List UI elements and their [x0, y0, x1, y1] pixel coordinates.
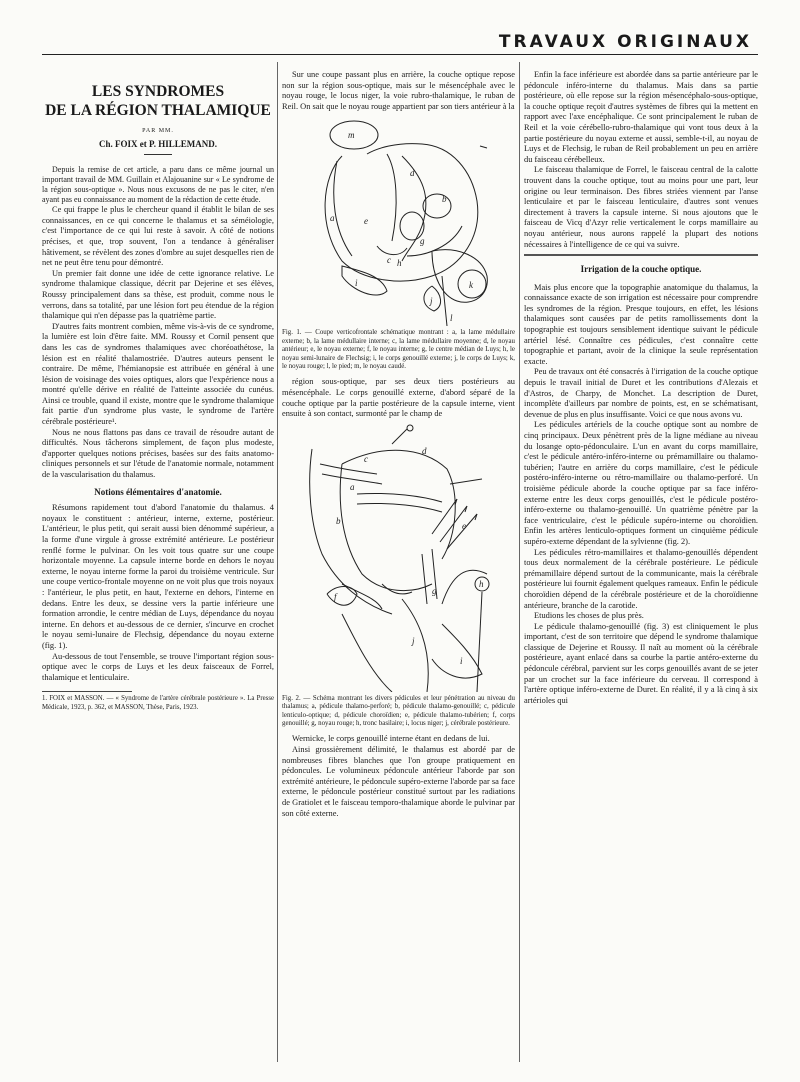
column-3 — [524, 70, 758, 706]
paragraph: Peu de travaux ont été consacrés à l'irrigation de la couche optique depuis le travail initial de Duret et les contributions d'Alezais et d'Astros, de Charpy, de Monchet. La description de Duret, incomplète d'ailleurs par nombre de points, est, en se schématisant, devenue de plus en plus insuffisante. Voici ce que nous avons vu. — [524, 367, 758, 419]
authors: Ch. FOIX et P. HILLEMAND. — [99, 138, 217, 149]
fig2-label: j — [412, 635, 415, 646]
fig1-label: k — [469, 280, 473, 291]
fig1-label: b — [442, 194, 447, 205]
paragraph: Enfin la face inférieure est abordée dans sa partie antérieure par le pédoncule inféro-interne du thalamus. Mais dans sa partie postérieure, où elle repose sur la région mésencéphalo-sous-optique, la couche optique reçoit d'autres systèmes de fibres qui la mettent en rapport avec l'axe encéphalique. Ce sont principalement le ruban de Reil et la voie cérébello-rubro-thalamique qui vont tous deux à la partie postérieure du noyau externe et aussi, semble-t-il, au noyau de Luys et de Flechsig, le ruban de Reil probablement un peu en arrière du faisceau cérébelleux. — [524, 70, 758, 164]
section-rule — [524, 254, 758, 256]
title-rule — [144, 154, 172, 155]
article-title: LES SYNDROMES DE LA RÉGION THALAMIQUE — [45, 83, 271, 119]
fig1-label: g — [420, 236, 425, 247]
fig2-choroid-stem — [392, 429, 407, 444]
fig2-junction — [382, 584, 412, 594]
fig2-band-a — [357, 493, 442, 502]
paragraph: Les pédicules artériels de la couche optique sont au nombre de cinq principaux. Deux pénètrent près de la ligne médiane au niveau du losange opto-pédonculaire. L'un en avant du corps mamillaire, c'est le pédicule antéro-inféro-interne ou prémamillaire ou thalamo-tubérien; l'autre en arrière du corps mamillaire, c'est le pédicule postéro-inféro-interne ou rétro-mamillaire ou thalamo-perforé. Un troisième pédicule aborde la couche optique par sa face inféro-externe entre les deux corps genouillés, c'est le pédicule postéro-inféro-externe ou thalamo-genouillé. Un quatrième pénètre par la face ventriculaire, c'est le pédicule supéro-interne ou choroïdien. Enfin les artères lenticulo-optiques forment un cinquième pédicule supéro-externe dépendant de la sylvienne (fig. 2). — [524, 420, 758, 546]
running-title: TRAVAUX ORIGINAUX — [498, 32, 752, 52]
fig2-post-cerebral — [402, 599, 428, 692]
fig2-lower-curve — [342, 614, 392, 692]
fig2-band-a2 — [357, 503, 442, 512]
figure-1-diagram — [282, 116, 515, 326]
fig1-external-lamina — [334, 161, 352, 256]
intro-note: Depuis la remise de cet article, a paru dans ce même journal un important travail de MM. Guillain et Alajouanine sur « Le syndrome de la région sous-optique ». Nous nous excusons de ne pas le citer, n'en ayant pas eu connaissance au moment de la rédaction de cette étude. — [42, 165, 274, 205]
fig1-peduncle-line — [442, 276, 447, 326]
fig1-internal-nucleus — [423, 194, 451, 218]
figure-2-caption: Fig. 2. — Schéma montrant les divers pédicules et leur pénétration au niveau du thalamus; a, pédicule thalamo-perforé; b, pédicule thalamo-genouillé; c, pédicule lenticulo-optique; d, pédicule choroïdien; e, pédicule thalamo-tubérien; f, corps genouillé; g, noyau rouge; h, tronc basilaire; i, locus niger; j, cérébrale postérieure. — [282, 694, 515, 727]
fig2-outer-curve — [310, 449, 392, 614]
section-title-anatomy: Notions élémentaires d'anatomie. — [94, 486, 222, 497]
fig1-geniculate-ext — [342, 266, 387, 295]
paragraph: région sous-optique, par ses deux tiers postérieurs au mésencéphale. Le corps genouillé externe, d'abord séparé de la couche optique par la partie postérieure de la capsule interne, vient ensuite à son contact, surmonté par le champ de — [282, 377, 515, 419]
paragraph: Le faisceau thalamique de Forrel, le faisceau central de la calotte trouvent dans la couche optique, tout au moins pour une part, leur origine ou leur terminaison. Des fibres striées viennent par l'anse lenticulaire et par le faisceau lenticulaire, d'autres sont venues directement à travers la capsule interne. Si nous ajoutons que le faisceau de Vicq d'Azyr relie verticalement le corps mamillaire au noyau antérieur, nous aurons rappelé la plupart des notions nécessaires à l'intelligence de ce qui va suivre. — [524, 165, 758, 249]
paragraph: Wernicke, le corps genouillé interne étant en dedans de lui. — [292, 734, 490, 744]
fig2-label: b — [336, 515, 341, 526]
fig2-basilar-line — [477, 592, 482, 692]
column-2 — [282, 70, 515, 819]
paragraph: Mais plus encore que la topographie anatomique du thalamus, la connaissance exacte de son irrigation est nécessaire pour comprendre les syndromes de la région. Presque toujours, en effet, les lésions thalamiques sont causées par de petits ramollissements dont la topographie est toujours sensiblement identique suivant le pédicule artériel lésé. Connaître ces pédicules, c'est connaître cette topographie et partant, avoir de la clinique la seule représentation exacte. — [524, 282, 758, 366]
paragraph: Les pédicules rétro-mamillaires et thalamo-genouillés dépendent tous deux normalement de la cérébrale postérieure. Le pédicule prémamillaire dépend surtout de la communicante, mais la cérébrale postérieure lui fournit également quelques rameaux. Enfin le pédicule choroïdien dépend de la cérébrale postérieure et de la choroïdienne antérieure, branche de la carotide. — [524, 547, 758, 610]
fig2-label: f — [334, 591, 337, 602]
fig1-label: e — [364, 216, 368, 227]
fig2-niger — [432, 624, 482, 678]
fig2-label: d — [422, 445, 427, 456]
fig2-label: i — [460, 655, 463, 666]
figure-2-diagram — [282, 424, 515, 692]
fig2-label: g — [432, 585, 437, 596]
fig1-label: m — [348, 130, 355, 141]
fig2-label: c — [364, 453, 368, 464]
fig1-label: d — [410, 168, 415, 179]
paragraph: Sur une coupe passant plus en arrière, la couche optique repose non sur la région sous-optique, mais sur le mésencéphale avec le noyau rouge, le locus niger, la voie rubro-thalamique, le ruban de Reil. On sait que le noyau rouge appartient par son tiers antérieur à la — [282, 70, 515, 111]
fig2-geniculate-arc — [342, 584, 382, 609]
fig1-label: l — [450, 313, 453, 324]
paragraph: Résumons rapidement tout d'abord l'anatomie du thalamus. 4 noyaux le constituent : antérieur, interne, externe, postérieur. L'antérieur, le plus petit, qui serait aussi bien dénommé supérieur, a la forme d'une virgule à grosse extrémité antérieure. Le postérieur renflé forme le pulvinar. On les voit tous quatre sur une coupe horizontale moyenne. La capsule interne borde en dehors le noyau externe, le noyau interne forme la paroi du troisième ventricule. Sur une coupe vertico-frontale moyenne on ne voit plus que trois noyaux : l'antérieur, le plus petit, en haut, l'externe en dehors, l'interne en dedans. Entre les deux, se dessine vers la partie inférieure une formation arrondie, le centre médian de Luys, dépendance du noyau interne. En dehors et au-dessous de ce dernier, s'incurve en crochet le noyau semi-lunaire de Flechsig, dépendance du noyau externe (fig. 1). — [42, 503, 274, 650]
fig2-choroid-end — [407, 425, 413, 431]
paragraph: Ainsi grossièrement délimité, le thalamus est abordé par de nombreuses fibres blanches que l'on groupe pratiquement en pédoncules. Le volumineux pédoncule antérieur l'aborde par son extrémité antérieure, le pédoncule supéro-externe l'aborde par sa face externe, le pédoncule postérieur constitué surtout par les radiations de Gratiolet et le faisceau temporo-thalamique aborde le pulvinar par son côté externe. — [282, 745, 515, 818]
fig2-arrows — [432, 499, 477, 549]
fig2-geniculate-body — [327, 586, 357, 605]
fig2-label: a — [350, 481, 355, 492]
fig2-label: e — [462, 520, 466, 531]
section-title-irrigation: Irrigation de la couche optique. — [580, 264, 702, 275]
paragraph: Au-dessous de tout l'ensemble, se trouve l'important région sous-optique avec le corps de Luys et les deux faisceaux de Forrel, thalamique et lenticulaire. — [42, 651, 274, 682]
fig1-mark — [480, 146, 487, 148]
fig1-red-nucleus-region — [432, 250, 487, 303]
paragraph: Etudions les choses de plus près. — [534, 611, 644, 621]
paragraph: D'autres faits montrent combien, même vis-à-vis de ce syndrome, la lumière est loin d'être faite. MM. Roussy et Cornil pensent que dans les cas de syndromes thalamiques avec choréoathétose, la lésion est en réalité thalamostriée. D'autres auteurs pensent le contraire. De même, l'hémianopsie est attribuée en général à une lésion de voisinage des voies optiques, alors que l'expérience nous a montré qu'elle dérive en réalité de l'atteinte associée du cunéus. Ainsi ce trouble, quand il existe, montre que le syndrome thalamique fait partie d'un syndrome plus vaste, le syndrome de l'artère cérébrale postérieure¹. — [42, 321, 274, 427]
fig1-label: a — [330, 213, 335, 224]
fig1-label: j — [430, 296, 433, 307]
fig1-label: i — [355, 278, 358, 289]
paragraph: Nous ne nous flattons pas dans ce travail de résoudre autant de difficultés. Nous tâcherons simplement, de façon plus modeste, d'apporter quelques notions précises, basées sur des faits anatomo-cliniques personnels et sur l'étude de l'anatomie normale, notamment de la vascularisation du thalamus. — [42, 427, 274, 480]
fig2-label: h — [479, 578, 484, 589]
paragraph: Ce qui frappe le plus le chercheur quand il établit le bilan de ses connaissances, en ce qui concerne le thalamus et sa séméiologie, c'est l'importance de ce qui lui reste à savoir. A côté de notions précises, et que, trop souvent, l'on a tendance à généraliser hâtivement, se révèlent des zones d'ombre au sujet desquelles rien de net ne peut être tenu pour démontré. — [42, 205, 274, 268]
fig2-branch-line — [450, 479, 482, 484]
paragraph: Un premier fait donne une idée de cette ignorance relative. Le syndrome thalamique classique, décrit par Dejerine et ses élèves, Roussy principalement dans sa thèse, est produit, comme nous le verrons, dans sa totalité, par une lésion fort peu étendue de la région thalamique qui n'en dépasse pas la quatrième partie. — [42, 268, 274, 321]
paragraph: Le pédicule thalamo-genouillé (fig. 3) est cliniquement le plus important, c'est de son territoire que dépend le syndrome thalamique classique de Dejerine et Roussy. Il naît au moment où la cérébrale postérieure, ayant enlacé dans sa courbe la partie antéro-externe du pédoncule cérébral, parvient sur les corps genouillés avant de se jeter par un crochet sur la face inférieure du cerveau. Il correspond à l'artère optique inféro-externe de Duret. En réalité, il y a là cinq à six artérioles qui — [524, 621, 758, 705]
column-rule-1 — [277, 62, 278, 1062]
fig2-lenticulo-branch — [320, 464, 377, 474]
par-mm: PAR MM. — [142, 128, 174, 134]
header-rule — [42, 54, 758, 55]
footnote: 1. FOIX et MASSON. — « Syndrome de l'artère cérébrale postérieure ». La Presse Médicale, 1923, p. 362, et MASSON, Thèse, Paris, 1923. — [42, 691, 132, 712]
column-1 — [42, 70, 274, 712]
fig1-semilunar — [377, 246, 407, 255]
figure-1-caption: Fig. 1. — Coupe verticofrontale schématique montrant : a, la lame médullaire externe; b, la lame médullaire interne; c, la lame médullaire moyenne; d, le noyau antérieur; e, le noyau externe; f, le noyau interne; g, le centre médian de Luys; h, le noyau semi-lunaire de Flechsig; i, le corps genouillé externe; j, le corps de Luys; k, le noyau rouge; l, le pied; m, le noyau caudé. — [282, 329, 515, 370]
column-rule-2 — [519, 62, 520, 1062]
fig1-label: c — [387, 255, 391, 266]
running-header — [0, 14, 800, 56]
fig1-label: h — [397, 258, 402, 269]
fig1-medullary-line — [387, 154, 396, 241]
